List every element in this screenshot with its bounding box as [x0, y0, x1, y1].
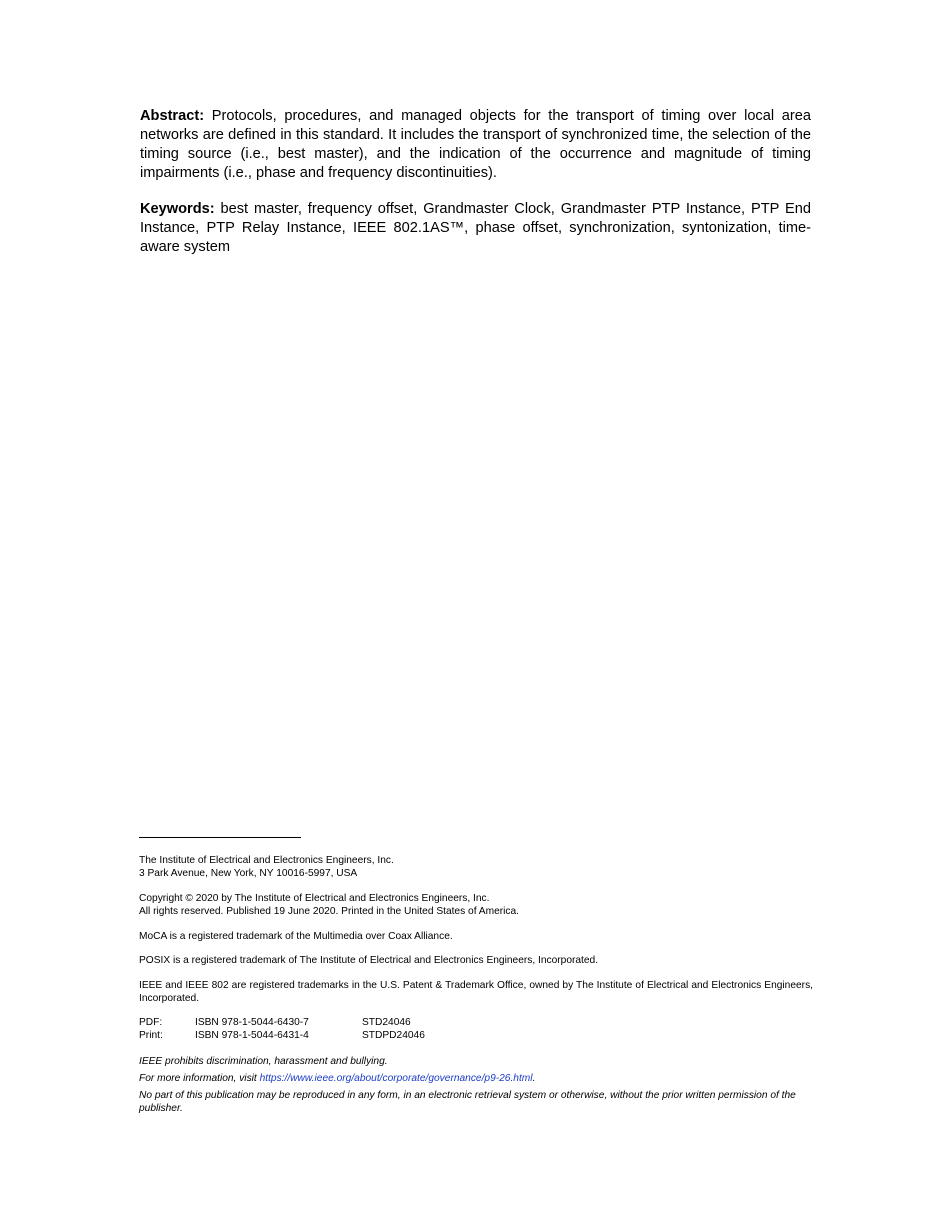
footnote-divider: [139, 837, 301, 838]
isbn-format: Print:: [139, 1030, 163, 1041]
trademark-moca: MoCA is a registered trademark of the Multimedia over Coax Alliance.: [139, 931, 453, 942]
copyright-line-1: Copyright © 2020 by The Institute of Electrical and Electronics Engineers, Inc.: [139, 893, 490, 904]
isbn-row-pdf: [139, 1016, 425, 1029]
copyright-notice: [139, 892, 813, 918]
isbn-row-print: [139, 1029, 425, 1042]
publisher-name: The Institute of Electrical and Electronics Engineers, Inc.: [139, 855, 394, 866]
publication-footer: [139, 854, 813, 1115]
copyright-line-2: All rights reserved. Published 19 June 2020. Printed in the United States of America.: [139, 906, 519, 917]
abstract-label: Abstract:: [140, 108, 205, 124]
keywords-text: best master, frequency offset, Grandmaster Clock, Grandmaster PTP Instance, PTP End Instance, PTP Relay Instance, IEEE 802.1AS™, phase offset, synchronization, syntonization, time-aware system: [140, 201, 811, 255]
abstract-paragraph: [140, 107, 811, 183]
trademark-posix: POSIX is a registered trademark of The Institute of Electrical and Electronics Engineers, Incorporated.: [139, 955, 599, 966]
isbn-number: ISBN 978-1-5044-6431-4: [195, 1030, 309, 1041]
abstract-text: Protocols, procedures, and managed objects for the transport of timing over local area networks are defined in this standard. It includes the transport of synchronized time, the selection of the timing source (i.e., best master), and the indication of the occurrence and magnitude of timing impairments (i.e., phase and frequency discontinuities).: [140, 108, 811, 181]
isbn-code: STDPD24046: [362, 1030, 425, 1041]
notice-discrimination: IEEE prohibits discrimination, harassment and bullying.: [139, 1056, 388, 1067]
keywords-paragraph: [140, 200, 811, 257]
notice-info-suffix: .: [532, 1073, 536, 1084]
publisher-info: [139, 854, 813, 880]
isbn-table: [139, 1016, 425, 1042]
isbn-number: ISBN 978-1-5044-6430-7: [195, 1017, 309, 1028]
trademark-ieee: IEEE and IEEE 802 are registered trademarks in the U.S. Patent & Trademark Office, owned by The Institute of Electrical and Electronics Engineers, Incorporated.: [139, 980, 813, 1004]
isbn-code: STD24046: [362, 1017, 411, 1028]
publisher-address: 3 Park Avenue, New York, NY 10016-5997, USA: [139, 868, 358, 879]
governance-link[interactable]: https://www.ieee.org/about/corporate/governance/p9-26.html: [259, 1073, 533, 1084]
notice-reproduction: No part of this publication may be reproduced in any form, in an electronic retrieval system or otherwise, without the prior written permission of the publisher.: [139, 1090, 796, 1114]
isbn-format: PDF:: [139, 1017, 163, 1028]
notice-more-info: [139, 1072, 813, 1085]
keywords-label: Keywords:: [140, 201, 215, 217]
abstract-section: [140, 107, 811, 257]
notice-info-prefix: For more information, visit: [139, 1073, 260, 1084]
